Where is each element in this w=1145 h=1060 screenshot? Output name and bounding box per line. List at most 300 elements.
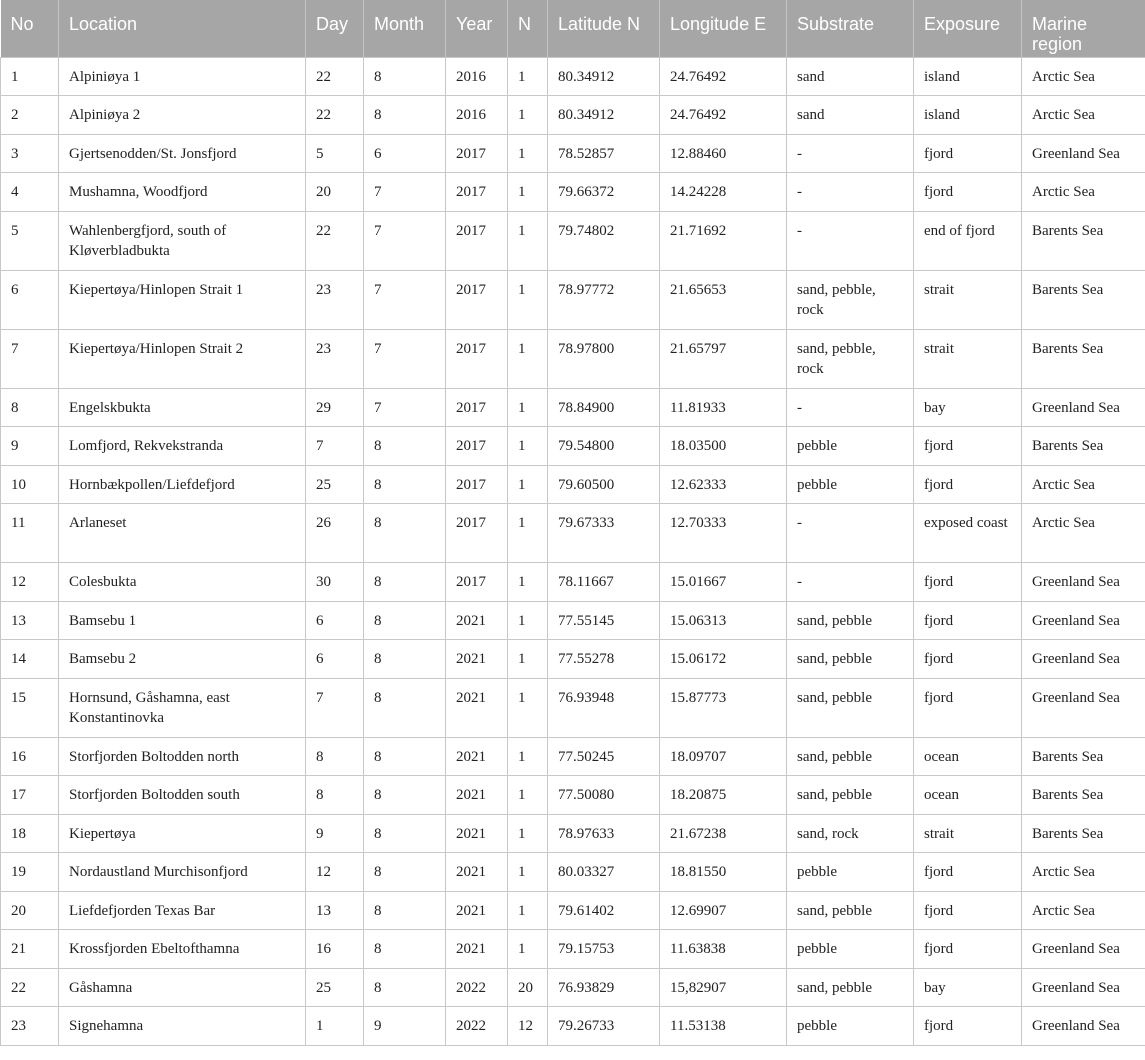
cell-substrate-text: sand, pebble, rock [797, 281, 876, 318]
cell-month-text: 8 [374, 515, 382, 531]
cell-no-text: 7 [11, 340, 19, 357]
table-row [1, 930, 1145, 969]
cell-no-text: 10 [11, 476, 26, 493]
cell-location-text: Storfjorden Boltodden north [69, 748, 239, 765]
cell-marine-region [1022, 329, 1145, 388]
cell-no [1, 173, 59, 212]
table-row [1, 678, 1145, 737]
cell-latitude [548, 853, 660, 892]
cell-day-text: 7 [316, 438, 324, 454]
cell-longitude-text: 15.06313 [670, 612, 727, 629]
cell-location-text: Colesbukta [69, 574, 137, 590]
cell-no [1, 57, 59, 96]
cell-no-text: 23 [11, 1018, 26, 1034]
cell-n [508, 211, 548, 270]
cell-exposure-text: fjord [924, 941, 954, 957]
cell-longitude [660, 563, 787, 602]
cell-substrate [787, 814, 914, 853]
cell-n [508, 968, 548, 1007]
cell-n-text: 1 [518, 612, 526, 629]
cell-latitude [548, 640, 660, 679]
table-row [1, 601, 1145, 640]
cell-n-text: 1 [518, 145, 526, 162]
cell-exposure [914, 211, 1022, 270]
cell-substrate [787, 891, 914, 930]
cell-no [1, 891, 59, 930]
cell-substrate [787, 601, 914, 640]
cell-month [364, 968, 446, 1007]
cell-n-text: 1 [518, 748, 526, 765]
cell-day-text: 6 [316, 651, 324, 667]
cell-exposure [914, 388, 1022, 427]
cell-year-text: 2021 [456, 612, 486, 629]
cell-year [446, 737, 508, 776]
cell-longitude-text: 11.81933 [670, 399, 726, 416]
cell-day-text: 22 [316, 107, 331, 123]
cell-day-text: 5 [316, 145, 324, 162]
cell-marine-region-text: Barents Sea [1032, 825, 1104, 842]
cell-longitude-text: 15.01667 [670, 574, 727, 590]
cell-marine-region [1022, 504, 1145, 563]
cell-location-text: Arlaneset [69, 515, 127, 531]
cell-year [446, 640, 508, 679]
cell-substrate [787, 427, 914, 466]
table-row [1, 329, 1145, 388]
header-substrate: Substrate [787, 0, 914, 57]
cell-longitude-text: 18.03500 [670, 438, 727, 454]
cell-n-text: 1 [518, 399, 526, 416]
cell-no-text: 2 [11, 107, 19, 123]
cell-day [306, 329, 364, 388]
table-row [1, 173, 1145, 212]
cell-no-text: 6 [11, 281, 19, 298]
cell-no-text: 4 [11, 184, 19, 200]
cell-longitude-text: 24.76492 [670, 107, 727, 123]
cell-longitude [660, 891, 787, 930]
cell-no-text: 21 [11, 941, 26, 957]
cell-exposure [914, 563, 1022, 602]
cell-n-text: 12 [518, 1018, 533, 1034]
cell-exposure-text: fjord [924, 902, 954, 919]
cell-marine-region-text: Barents Sea [1032, 748, 1104, 765]
cell-month [364, 1007, 446, 1046]
cell-longitude [660, 211, 787, 270]
cell-n [508, 640, 548, 679]
cell-marine-region-text: Barents Sea [1032, 787, 1104, 803]
cell-day [306, 678, 364, 737]
cell-location [59, 96, 306, 135]
cell-year-text: 2017 [456, 515, 486, 531]
cell-n-text: 1 [518, 515, 526, 531]
cell-day-text: 23 [316, 340, 331, 357]
cell-latitude [548, 814, 660, 853]
cell-day [306, 465, 364, 504]
cell-substrate-text: sand, pebble [797, 748, 872, 765]
cell-exposure [914, 427, 1022, 466]
cell-longitude [660, 737, 787, 776]
cell-n-text: 1 [518, 340, 526, 357]
cell-year-text: 2017 [456, 574, 486, 590]
cell-day [306, 737, 364, 776]
cell-marine-region-text: Greenland Sea [1032, 145, 1120, 162]
cell-no [1, 504, 59, 563]
cell-exposure-text: strait [924, 281, 954, 298]
cell-longitude [660, 853, 787, 892]
cell-month [364, 930, 446, 969]
cell-longitude-text: 24.76492 [670, 68, 727, 85]
cell-exposure [914, 96, 1022, 135]
cell-year-text: 2017 [456, 281, 486, 298]
cell-substrate-text: sand, pebble [797, 651, 872, 667]
cell-day [306, 814, 364, 853]
cell-exposure-text: fjord [924, 689, 954, 706]
cell-year-text: 2016 [456, 68, 486, 85]
cell-marine-region [1022, 601, 1145, 640]
cell-no-text: 13 [11, 612, 26, 629]
cell-marine-region [1022, 563, 1145, 602]
cell-day [306, 1007, 364, 1046]
cell-marine-region [1022, 96, 1145, 135]
cell-substrate [787, 211, 914, 270]
cell-location [59, 427, 306, 466]
table-row [1, 57, 1145, 96]
cell-location-text: Krossfjorden Ebeltofthamna [69, 941, 240, 957]
cell-longitude [660, 504, 787, 563]
cell-marine-region [1022, 134, 1145, 173]
cell-latitude [548, 388, 660, 427]
cell-no-text: 22 [11, 979, 26, 996]
header-exposure: Exposure [914, 0, 1022, 57]
cell-location-text: Gjertsenodden/St. Jonsfjord [69, 145, 237, 162]
cell-n-text: 1 [518, 222, 526, 239]
cell-n [508, 465, 548, 504]
header-no: No [1, 0, 59, 57]
cell-year [446, 814, 508, 853]
cell-marine-region [1022, 211, 1145, 270]
cell-latitude [548, 563, 660, 602]
table-row [1, 968, 1145, 1007]
cell-marine-region [1022, 968, 1145, 1007]
cell-longitude [660, 427, 787, 466]
cell-marine-region-text: Arctic Sea [1032, 107, 1095, 123]
cell-year [446, 678, 508, 737]
cell-year [446, 853, 508, 892]
table-row [1, 814, 1145, 853]
table-row [1, 465, 1145, 504]
table-row [1, 388, 1145, 427]
cell-longitude [660, 270, 787, 329]
cell-year [446, 504, 508, 563]
cell-month-text: 7 [374, 399, 382, 416]
cell-location [59, 134, 306, 173]
cell-n [508, 601, 548, 640]
cell-substrate-text: sand, rock [797, 825, 859, 842]
cell-n [508, 1007, 548, 1046]
cell-longitude [660, 57, 787, 96]
cell-exposure [914, 776, 1022, 815]
cell-exposure [914, 968, 1022, 1007]
cell-month [364, 678, 446, 737]
cell-location-text: Nordaustland Murchisonfjord [69, 864, 248, 880]
cell-month-text: 8 [374, 476, 382, 493]
cell-month [364, 737, 446, 776]
cell-latitude [548, 776, 660, 815]
cell-month [364, 427, 446, 466]
header-marine-region: Marine region [1022, 0, 1145, 57]
cell-month [364, 57, 446, 96]
cell-n [508, 504, 548, 563]
cell-n-text: 1 [518, 787, 526, 803]
cell-marine-region [1022, 270, 1145, 329]
cell-marine-region [1022, 465, 1145, 504]
cell-longitude [660, 601, 787, 640]
cell-day [306, 776, 364, 815]
cell-exposure-text: bay [924, 399, 946, 416]
cell-exposure [914, 1007, 1022, 1046]
cell-n-text: 20 [518, 979, 533, 996]
cell-substrate [787, 388, 914, 427]
cell-latitude-text: 79.67333 [558, 515, 615, 531]
cell-longitude-text: 21.65653 [670, 281, 727, 298]
cell-marine-region-text: Barents Sea [1032, 222, 1104, 239]
cell-no [1, 211, 59, 270]
cell-substrate [787, 96, 914, 135]
cell-year [446, 96, 508, 135]
cell-month-text: 8 [374, 107, 382, 123]
cell-n [508, 853, 548, 892]
cell-substrate [787, 853, 914, 892]
cell-exposure-text: fjord [924, 145, 954, 162]
cell-exposure-text: island [924, 68, 960, 85]
cell-year [446, 211, 508, 270]
cell-location [59, 853, 306, 892]
cell-latitude [548, 891, 660, 930]
cell-exposure [914, 57, 1022, 96]
cell-location [59, 640, 306, 679]
cell-exposure-text: fjord [924, 476, 954, 493]
cell-month-text: 7 [374, 222, 382, 239]
cell-latitude-text: 77.50080 [558, 787, 615, 803]
cell-year [446, 930, 508, 969]
cell-n [508, 930, 548, 969]
cell-exposure [914, 329, 1022, 388]
cell-month [364, 329, 446, 388]
cell-location [59, 601, 306, 640]
cell-no-text: 3 [11, 145, 19, 162]
cell-n [508, 563, 548, 602]
cell-month-text: 8 [374, 902, 382, 919]
header-location: Location [59, 0, 306, 57]
cell-no-text: 11 [11, 515, 26, 531]
cell-latitude-text: 77.55278 [558, 651, 615, 667]
cell-month-text: 8 [374, 438, 382, 454]
cell-marine-region-text: Arctic Sea [1032, 902, 1095, 919]
cell-substrate [787, 968, 914, 1007]
cell-latitude-text: 79.74802 [558, 222, 615, 239]
cell-year-text: 2022 [456, 979, 486, 996]
cell-year-text: 2017 [456, 438, 486, 454]
cell-day-text: 25 [316, 476, 331, 493]
cell-day-text: 6 [316, 612, 324, 629]
cell-day [306, 96, 364, 135]
cell-location [59, 465, 306, 504]
cell-year-text: 2017 [456, 340, 486, 357]
cell-month [364, 776, 446, 815]
cell-location-text: Bamsebu 2 [69, 651, 137, 667]
cell-latitude [548, 930, 660, 969]
cell-longitude [660, 1007, 787, 1046]
cell-longitude-text: 14.24228 [670, 184, 727, 200]
cell-longitude-text: 21.67238 [670, 825, 727, 842]
cell-no [1, 678, 59, 737]
cell-marine-region-text: Greenland Sea [1032, 979, 1120, 996]
cell-n [508, 388, 548, 427]
cell-longitude-text: 18.09707 [670, 748, 727, 765]
cell-marine-region-text: Greenland Sea [1032, 941, 1120, 957]
cell-month-text: 8 [374, 68, 382, 85]
cell-longitude-text: 11.63838 [670, 941, 726, 957]
cell-day-text: 1 [316, 1018, 324, 1034]
cell-month-text: 8 [374, 689, 382, 706]
cell-exposure [914, 504, 1022, 563]
cell-day-text: 22 [316, 68, 331, 85]
cell-marine-region-text: Greenland Sea [1032, 574, 1120, 590]
cell-day-text: 8 [316, 787, 324, 803]
cell-month [364, 891, 446, 930]
cell-marine-region [1022, 427, 1145, 466]
cell-location-text: Alpiniøya 2 [69, 107, 141, 123]
cell-month [364, 173, 446, 212]
cell-exposure [914, 930, 1022, 969]
cell-location-text: Lomfjord, Rekvekstranda [69, 438, 224, 454]
cell-marine-region [1022, 388, 1145, 427]
cell-no [1, 388, 59, 427]
cell-n-text: 1 [518, 107, 526, 123]
cell-substrate [787, 465, 914, 504]
cell-location [59, 173, 306, 212]
cell-latitude [548, 96, 660, 135]
cell-substrate [787, 776, 914, 815]
cell-latitude [548, 57, 660, 96]
cell-exposure-text: bay [924, 979, 946, 996]
cell-substrate [787, 329, 914, 388]
cell-month-text: 8 [374, 864, 382, 880]
table-body [1, 57, 1145, 1045]
cell-exposure-text: strait [924, 825, 954, 842]
cell-n [508, 776, 548, 815]
cell-latitude-text: 79.66372 [558, 184, 615, 200]
cell-month [364, 504, 446, 563]
cell-longitude-text: 21.71692 [670, 222, 727, 239]
cell-longitude-text: 11.53138 [670, 1018, 726, 1034]
cell-n [508, 173, 548, 212]
cell-location-text: Liefdefjorden Texas Bar [69, 902, 216, 919]
cell-n-text: 1 [518, 476, 526, 493]
cell-substrate [787, 504, 914, 563]
cell-year-text: 2017 [456, 145, 486, 162]
cell-substrate-text: pebble [797, 438, 837, 454]
cell-n-text: 1 [518, 281, 526, 298]
cell-year [446, 563, 508, 602]
cell-latitude-text: 80.03327 [558, 864, 615, 880]
cell-location [59, 891, 306, 930]
cell-n-text: 1 [518, 902, 526, 919]
cell-substrate-text: - [797, 184, 802, 200]
cell-latitude [548, 211, 660, 270]
cell-marine-region [1022, 640, 1145, 679]
cell-no [1, 329, 59, 388]
cell-marine-region [1022, 814, 1145, 853]
cell-location [59, 563, 306, 602]
cell-n-text: 1 [518, 68, 526, 85]
cell-year [446, 1007, 508, 1046]
cell-latitude-text: 78.97772 [558, 281, 615, 298]
cell-marine-region-text: Arctic Sea [1032, 68, 1095, 85]
table-row [1, 270, 1145, 329]
cell-substrate-text: - [797, 145, 802, 162]
cell-day-text: 7 [316, 689, 324, 706]
cell-n-text: 1 [518, 941, 526, 957]
cell-day [306, 388, 364, 427]
cell-longitude-text: 15.87773 [670, 689, 727, 706]
cell-latitude [548, 504, 660, 563]
cell-latitude-text: 77.50245 [558, 748, 615, 765]
cell-marine-region-text: Greenland Sea [1032, 1018, 1120, 1034]
cell-month-text: 9 [374, 1018, 382, 1034]
cell-exposure [914, 134, 1022, 173]
table-row [1, 891, 1145, 930]
cell-marine-region [1022, 678, 1145, 737]
cell-substrate-text: pebble [797, 941, 837, 957]
cell-no [1, 270, 59, 329]
cell-day [306, 134, 364, 173]
cell-year [446, 465, 508, 504]
header-row [1, 0, 1145, 57]
cell-year-text: 2021 [456, 825, 486, 842]
cell-no-text: 19 [11, 864, 26, 880]
cell-month-text: 7 [374, 281, 382, 298]
cell-n [508, 737, 548, 776]
cell-exposure-text: fjord [924, 864, 954, 880]
cell-no [1, 96, 59, 135]
cell-day [306, 601, 364, 640]
cell-no [1, 134, 59, 173]
cell-month-text: 8 [374, 825, 382, 842]
table-row [1, 504, 1145, 563]
cell-substrate-text: sand [797, 107, 825, 123]
cell-no-text: 8 [11, 399, 19, 416]
cell-month-text: 6 [374, 145, 382, 162]
cell-marine-region [1022, 1007, 1145, 1046]
cell-no [1, 930, 59, 969]
cell-marine-region-text: Arctic Sea [1032, 864, 1095, 880]
cell-month-text: 8 [374, 651, 382, 667]
cell-location [59, 930, 306, 969]
cell-n-text: 1 [518, 651, 526, 667]
cell-exposure-text: exposed coast [924, 515, 1008, 531]
header-n: N [508, 0, 548, 57]
cell-month-text: 8 [374, 574, 382, 590]
cell-exposure-text: ocean [924, 787, 959, 803]
cell-no [1, 737, 59, 776]
cell-latitude-text: 78.97800 [558, 340, 615, 357]
cell-month-text: 8 [374, 612, 382, 629]
cell-year [446, 134, 508, 173]
cell-latitude-text: 79.15753 [558, 941, 615, 957]
cell-latitude [548, 968, 660, 1007]
cell-marine-region [1022, 776, 1145, 815]
cell-month [364, 640, 446, 679]
